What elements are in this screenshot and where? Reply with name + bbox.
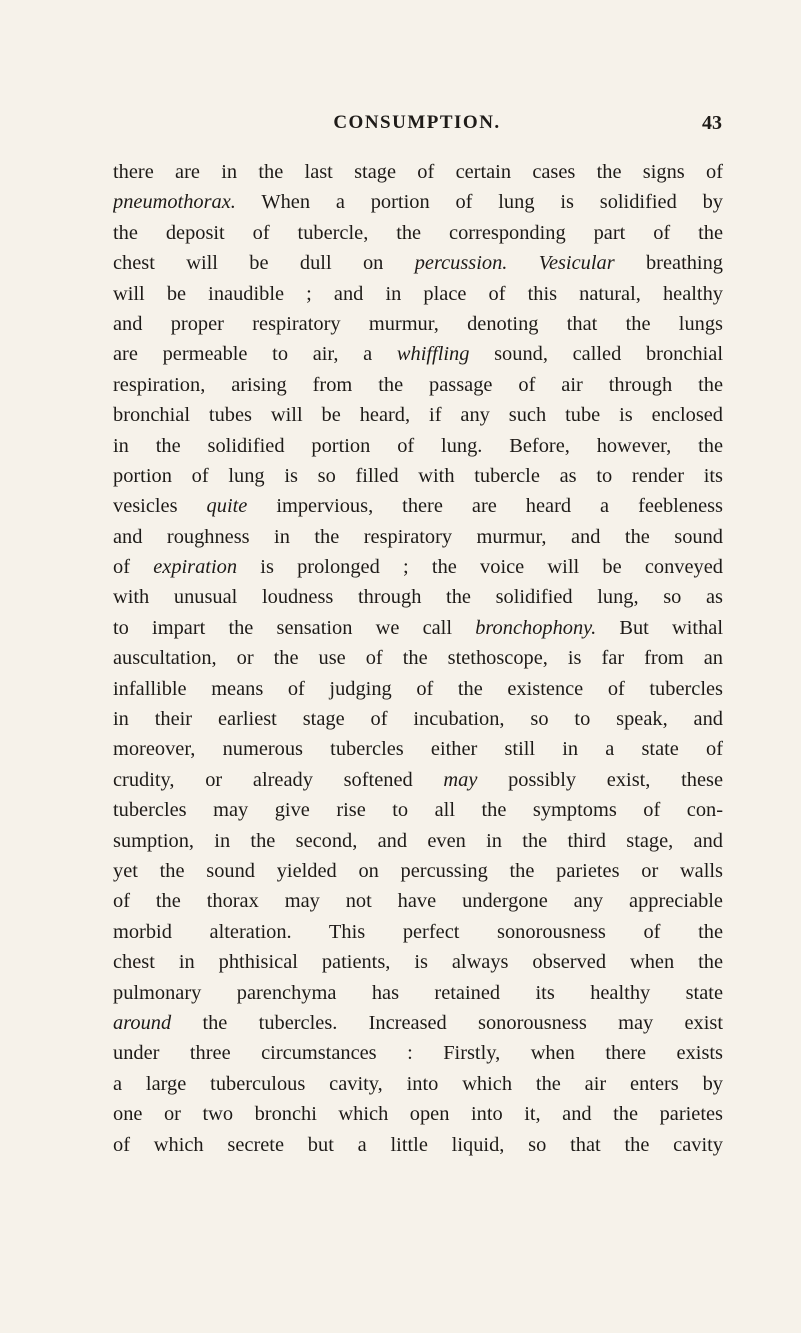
text-line bbox=[113, 613, 723, 643]
text-line bbox=[113, 856, 723, 886]
italic-run: quite bbox=[206, 495, 248, 518]
text-run: auscultation, or the use of the stethoscope, is far from an bbox=[113, 647, 723, 670]
text-line bbox=[113, 370, 723, 400]
text-line bbox=[113, 765, 723, 795]
text-run: breathing bbox=[614, 252, 723, 275]
text-line bbox=[113, 917, 723, 947]
text-line bbox=[113, 886, 723, 916]
page-number: 43 bbox=[702, 112, 722, 134]
text-line bbox=[113, 1099, 723, 1129]
italic-run: may bbox=[443, 768, 478, 791]
text-run: morbid alteration. This perfect sonorousness of the bbox=[113, 920, 723, 943]
italic-run: pneumothorax. bbox=[113, 191, 236, 214]
text-line bbox=[113, 1130, 723, 1160]
text-line bbox=[113, 218, 723, 248]
italic-run: expiration bbox=[153, 556, 238, 579]
text-line bbox=[113, 309, 723, 339]
text-run: is prolonged ; the voice will be conveyed bbox=[237, 556, 723, 579]
text-run: a large tuberculous cavity, into which the air enters by bbox=[113, 1072, 723, 1095]
body-text bbox=[113, 157, 723, 1160]
text-run: vesicles bbox=[113, 495, 207, 518]
italic-run: around bbox=[113, 1011, 172, 1034]
text-run: chest in phthisical patients, is always observed when the bbox=[113, 951, 723, 974]
text-run: and roughness in the respiratory murmur, and the sound bbox=[113, 525, 723, 548]
text-line bbox=[113, 248, 723, 278]
text-line bbox=[113, 795, 723, 825]
text-run: pulmonary parenchyma has retained its healthy state bbox=[113, 981, 723, 1004]
text-line bbox=[113, 461, 723, 491]
text-run: in the solidified portion of lung. Before, however, the bbox=[113, 434, 723, 457]
text-line bbox=[113, 339, 723, 369]
text-line bbox=[113, 704, 723, 734]
text-line bbox=[113, 187, 723, 217]
text-run: respiration, arising from the passage of air through the bbox=[113, 373, 723, 396]
text-run: the tubercles. Increased sonorousness may exist bbox=[171, 1011, 723, 1034]
text-run: and proper respiratory murmur, denoting that the lungs bbox=[113, 312, 723, 335]
text-run: yet the sound yielded on percussing the parietes or walls bbox=[113, 859, 723, 882]
text-line bbox=[113, 400, 723, 430]
text-line bbox=[113, 491, 723, 521]
text-run: tubercles may give rise to all the symptoms of con- bbox=[113, 799, 723, 822]
text-run: impervious, there are heard a feebleness bbox=[247, 495, 723, 518]
text-line bbox=[113, 431, 723, 461]
text-run: the deposit of tubercle, the corresponding part of the bbox=[113, 221, 723, 244]
text-run: in their earliest stage of incubation, so to speak, and bbox=[113, 708, 723, 731]
text-run: will be inaudible ; and in place of this natural, healthy bbox=[113, 282, 723, 305]
text-run: chest will be dull on bbox=[113, 252, 415, 275]
text-run: When a portion of lung is solidified by bbox=[235, 191, 723, 214]
italic-run: percussion. bbox=[414, 252, 508, 275]
text-line bbox=[113, 1038, 723, 1068]
text-run: of bbox=[113, 556, 154, 579]
text-line bbox=[113, 1069, 723, 1099]
text-line bbox=[113, 643, 723, 673]
text-run: of the thorax may not have undergone any appreciable bbox=[113, 890, 723, 913]
text-line bbox=[113, 157, 723, 187]
text-run: under three circumstances : Firstly, when there exists bbox=[113, 1042, 723, 1065]
text-line bbox=[113, 552, 723, 582]
text-run: sound, called bronchial bbox=[469, 343, 723, 366]
text-run: portion of lung is so filled with tubercle as to render its bbox=[113, 464, 723, 487]
text-run: But withal bbox=[596, 616, 723, 639]
text-line bbox=[113, 1008, 723, 1038]
text-line bbox=[113, 734, 723, 764]
text-run: crudity, or already softened bbox=[113, 768, 444, 791]
text-run: are permeable to air, a bbox=[113, 343, 397, 366]
text-run: one or two bronchi which open into it, and the parietes bbox=[113, 1103, 723, 1126]
running-head bbox=[112, 112, 722, 142]
italic-run: Vesicular bbox=[538, 252, 615, 275]
text-line bbox=[113, 947, 723, 977]
text-run: infallible means of judging of the existence of tubercles bbox=[113, 677, 723, 700]
text-run: moreover, numerous tubercles either still in a state of bbox=[113, 738, 723, 761]
text-line bbox=[113, 522, 723, 552]
text-line bbox=[113, 582, 723, 612]
italic-run: bronchophony. bbox=[475, 616, 597, 639]
running-title: CONSUMPTION. bbox=[333, 112, 501, 133]
text-run bbox=[507, 252, 538, 274]
text-run: bronchial tubes will be heard, if any such tube is enclosed bbox=[113, 404, 723, 427]
text-run: sumption, in the second, and even in the third stage, and bbox=[113, 829, 723, 852]
italic-run: whiffling bbox=[396, 343, 470, 366]
text-line bbox=[113, 978, 723, 1008]
text-run: with unusual loudness through the solidified lung, so as bbox=[113, 586, 723, 609]
text-run: to impart the sensation we call bbox=[113, 616, 476, 639]
text-run: possibly exist, these bbox=[477, 768, 723, 791]
text-line bbox=[113, 674, 723, 704]
text-line bbox=[113, 826, 723, 856]
text-run: of which secrete but a little liquid, so that the cavity bbox=[113, 1133, 723, 1156]
text-line bbox=[113, 279, 723, 309]
text-run: there are in the last stage of certain cases the signs of bbox=[113, 161, 723, 183]
